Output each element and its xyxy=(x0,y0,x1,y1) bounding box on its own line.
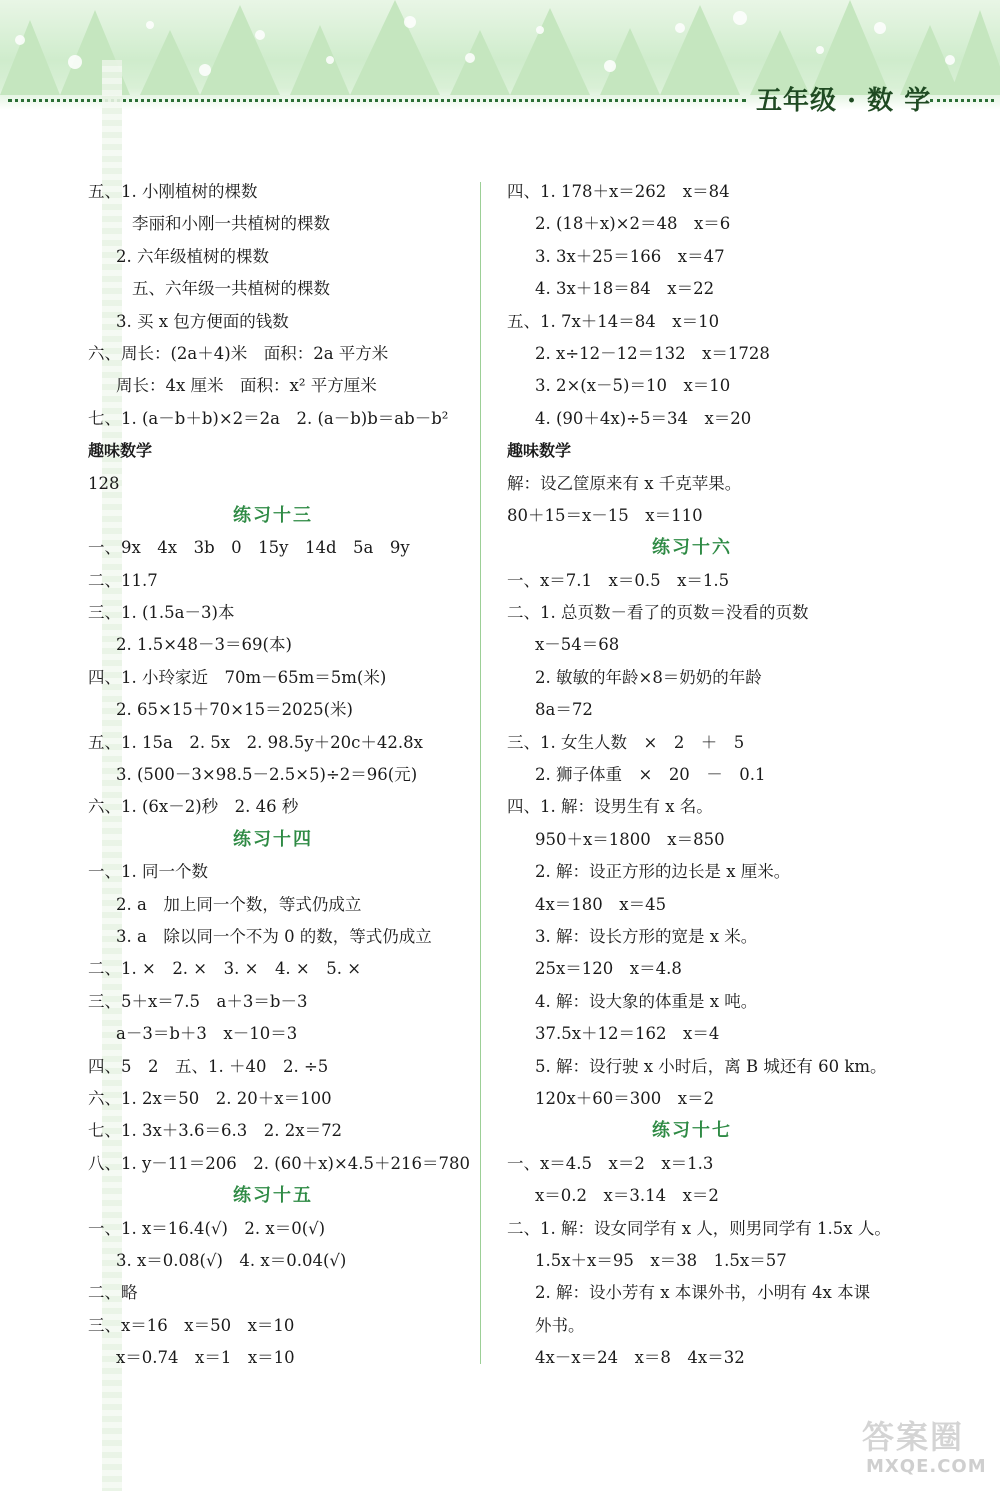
answer-line: 六、1. (6x－2)秒 2. 46 秒 xyxy=(88,797,299,817)
answer-line: x＝0.74 x＝1 x＝10 xyxy=(116,1348,295,1368)
answer-line: a－3＝b＋3 x－10＝3 xyxy=(116,1024,298,1044)
answer-line: 5. 解：设行驶 x 小时后，离 B 城还有 60 km。 xyxy=(535,1056,887,1076)
answer-line: 外书。 xyxy=(535,1315,585,1335)
answer-line: 四、1. 小玲家近 70m－65m＝5m(米) xyxy=(88,667,387,687)
answer-line: 4. 解：设大象的体重是 x 吨。 xyxy=(535,991,758,1011)
answer-line: 四、5 2 五、1. ＋40 2. ÷5 xyxy=(88,1056,329,1076)
answer-line: 3. (500－3×98.5－2.5×5)÷2＝96(元) xyxy=(116,765,418,785)
answer-line: 一、x＝7.1 x＝0.5 x＝1.5 xyxy=(507,570,730,590)
answer-line: 二、11.7 xyxy=(88,570,158,590)
answer-line: 七、1. 3x＋3.6＝6.3 2. 2x＝72 xyxy=(88,1121,343,1141)
header-dotted-rule-right xyxy=(930,99,994,102)
left-answer-column xyxy=(88,176,488,1374)
answer-line: x＝0.2 x＝3.14 x＝2 xyxy=(535,1186,719,1206)
answer-line: 120x＋60＝300 x＝2 xyxy=(535,1088,715,1108)
sub-heading: 趣味数学 xyxy=(88,441,153,461)
answer-line: 五、六年级一共植树的棵数 xyxy=(132,279,330,299)
answer-line: 五、1. 7x＋14＝84 x＝10 xyxy=(507,311,720,331)
answer-line: 2. 狮子体重 × 20 － 0.1 xyxy=(535,765,766,785)
answer-line: 3. a 除以同一个不为 0 的数，等式仍成立 xyxy=(116,926,432,946)
answer-line: 一、x＝4.5 x＝2 x＝1.3 xyxy=(507,1153,714,1173)
answer-line: 三、1. 女生人数 × 2 ＋ 5 xyxy=(507,732,745,752)
page-header-title: 五年级 · 数 学 xyxy=(756,86,932,116)
answer-line: 25x＝120 x＝4.8 xyxy=(535,959,682,979)
answer-line: 4x＝180 x＝45 xyxy=(535,894,667,914)
answer-line: 2. 敏敏的年龄×8＝奶奶的年龄 xyxy=(535,667,762,687)
answer-line: 128 xyxy=(88,473,120,493)
answer-line: 950＋x＝1800 x＝850 xyxy=(535,829,725,849)
watermark-text: 答案圈 xyxy=(862,1418,965,1456)
watermark-url: MXQE.COM xyxy=(866,1456,987,1477)
answer-line: 四、1. 解：设男生有 x 名。 xyxy=(507,797,713,817)
answer-line: x－54＝68 xyxy=(535,635,620,655)
answer-line: 3. 买 x 包方便面的钱数 xyxy=(116,311,289,331)
answer-line: 二、略 xyxy=(88,1283,138,1303)
section-title: 练习十五 xyxy=(233,1185,313,1207)
answer-line: 80＋15＝x－15 x＝110 xyxy=(507,505,703,525)
answer-line: 一、1. x＝16.4(√) 2. x＝0(√) xyxy=(88,1218,326,1238)
right-answer-column xyxy=(507,176,947,1374)
answer-line: 3. 3x＋25＝166 x＝47 xyxy=(535,246,725,266)
section-title: 练习十三 xyxy=(233,504,313,526)
answer-line: 4. 3x＋18＝84 x＝22 xyxy=(535,279,715,299)
answer-line: 2. (18＋x)×2＝48 x＝6 xyxy=(535,214,731,234)
answer-line: 二、1. 解：设女同学有 x 人，则男同学有 1.5x 人。 xyxy=(507,1218,891,1238)
answer-line: 周长：4x 厘米 面积：x² 平方厘米 xyxy=(116,376,377,396)
answer-line: 8a＝72 xyxy=(535,700,593,720)
section-title: 练习十六 xyxy=(652,537,732,559)
answer-line: 3. 解：设长方形的宽是 x 米。 xyxy=(535,926,758,946)
answer-line: 37.5x＋12＝162 x＝4 xyxy=(535,1024,720,1044)
answer-line: 六、1. 2x＝50 2. 20＋x＝100 xyxy=(88,1088,332,1108)
answer-line: 2. 解：设小芳有 x 本课外书，小明有 4x 本课 xyxy=(535,1283,871,1303)
answer-line: 三、5＋x＝7.5 a＋3＝b－3 xyxy=(88,991,308,1011)
answer-line: 2. 解：设正方形的边长是 x 厘米。 xyxy=(535,862,791,882)
answer-line: 一、1. 同一个数 xyxy=(88,862,208,882)
answer-line: 三、1. (1.5a－3)本 xyxy=(88,603,235,623)
answer-line: 一、9x 4x 3b 0 15y 14d 5a 9y xyxy=(88,538,410,558)
answer-line: 1.5x＋x＝95 x＝38 1.5x＝57 xyxy=(535,1250,787,1270)
answer-line: 解：设乙筐原来有 x 千克苹果。 xyxy=(507,473,742,493)
answer-line: 八、1. y－11＝206 2. (60＋x)×4.5＋216＝780 xyxy=(88,1153,471,1173)
answer-line: 四、1. 178＋x＝262 x＝84 xyxy=(507,182,730,201)
answer-line: 三、x＝16 x＝50 x＝10 xyxy=(88,1315,295,1335)
section-title: 练习十七 xyxy=(652,1120,732,1142)
answer-line: 2. x÷12－12＝132 x＝1728 xyxy=(535,343,770,363)
answer-line: 李丽和小刚一共植树的棵数 xyxy=(132,214,330,234)
answer-line: 二、1. × 2. × 3. × 4. × 5. × xyxy=(88,959,362,979)
answer-line: 3. x＝0.08(√) 4. x＝0.04(√) xyxy=(116,1250,347,1270)
answer-line: 七、1. (a－b＋b)×2＝2a 2. (a－b)b＝ab－b² xyxy=(88,408,449,428)
answer-line: 二、1. 总页数－看了的页数＝没看的页数 xyxy=(507,603,809,623)
answer-line: 4. (90＋4x)÷5＝34 x＝20 xyxy=(535,408,752,428)
answer-line: 2. 65×15＋70×15＝2025(米) xyxy=(116,700,353,720)
watermark-logo xyxy=(862,1412,992,1484)
answer-line: 2. 1.5×48－3＝69(本) xyxy=(116,635,292,655)
answer-line: 六、周长：(2a＋4)米 面积：2a 平方米 xyxy=(88,343,389,363)
answer-line: 4x－x＝24 x＝8 4x＝32 xyxy=(535,1348,745,1368)
answer-line: 2. a 加上同一个数，等式仍成立 xyxy=(116,894,362,914)
answer-line: 2. 六年级植树的棵数 xyxy=(116,246,269,266)
answer-line: 五、1. 小刚植树的棵数 xyxy=(88,182,258,201)
section-title: 练习十四 xyxy=(233,828,313,850)
sub-heading: 趣味数学 xyxy=(507,441,572,461)
answer-line: 五、1. 15a 2. 5x 2. 98.5y＋20c＋42.8x xyxy=(88,732,423,752)
answer-line: 3. 2×(x－5)＝10 x＝10 xyxy=(535,376,731,396)
